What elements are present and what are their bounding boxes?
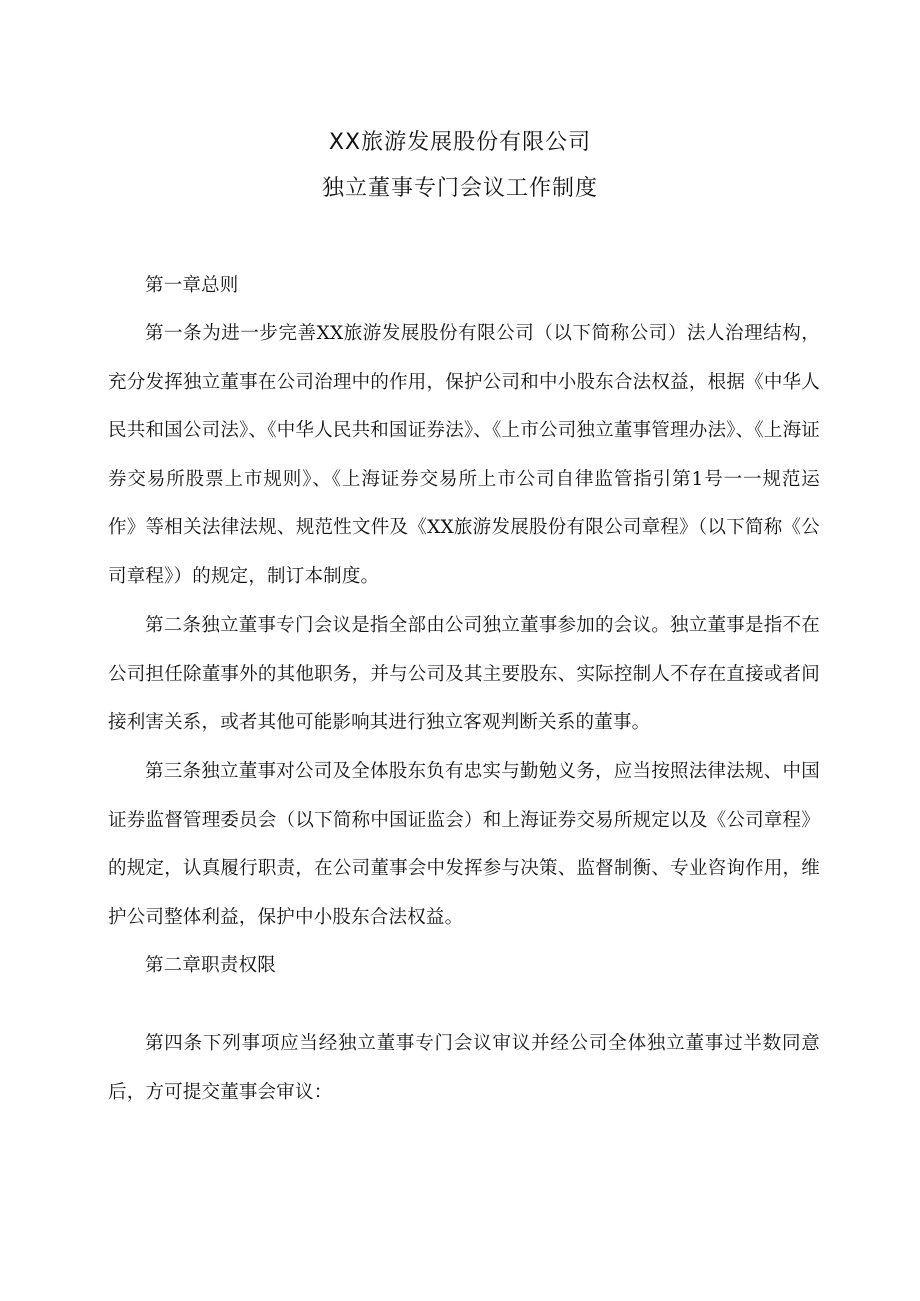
chapter1-heading: 第一章总则 xyxy=(145,275,239,296)
article2-paragraph: 第二条独立董事专门会议是指全部由公司独立董事参加的会议。独立董事是指不在公司担任除董事外的其他职务，并与公司及其主要股东、实际控制人不存在直接或者间接利害关系，或者其他可能影响其进行独立客观判断关系的董事。 xyxy=(108,615,820,733)
article4-paragraph: 第四条下列事项应当经独立董事专门会议审议并经公司全体独立董事过半数同意后，方可提交董事会审议： xyxy=(108,1033,820,1103)
article3-paragraph: 第三条独立董事对公司及全体股东负有忠实与勤勉义务，应当按照法律法规、中国证券监督管理委员会（以下简称中国证监会）和上海证券交易所规定以及《公司章程》的规定，认真履行职责，在公司董事会中发挥参与决策、监督制衡、专业咨询作用，维护公司整体利益，保护中小股东合法权益。 xyxy=(108,761,820,928)
document-title-line1: XX旅游发展股份有限公司 xyxy=(328,130,592,155)
chapter2-heading: 第二章职责权限 xyxy=(145,955,276,976)
document-title-line2: 独立董事专门会议工作制度 xyxy=(321,176,598,201)
article1-paragraph: 第一条为进一步完善XX旅游发展股份有限公司（以下简称公司）法人治理结构，充分发挥独立董事在公司治理中的作用，保护公司和中小股东合法权益，根据《中华人民共和国公司法》、《中华人民共和国证券法》、《上市公司独立董事管理办法》、《上海证券交易所股票上市规则》、《上海证券交易所上市公司自律监管指引第1号一一规范运作》等相关法律法规、规范性文件及《XX旅游发展股份有限公司章程》（以下简称《公司章程》）的规定，制订本制度。 xyxy=(108,323,820,587)
